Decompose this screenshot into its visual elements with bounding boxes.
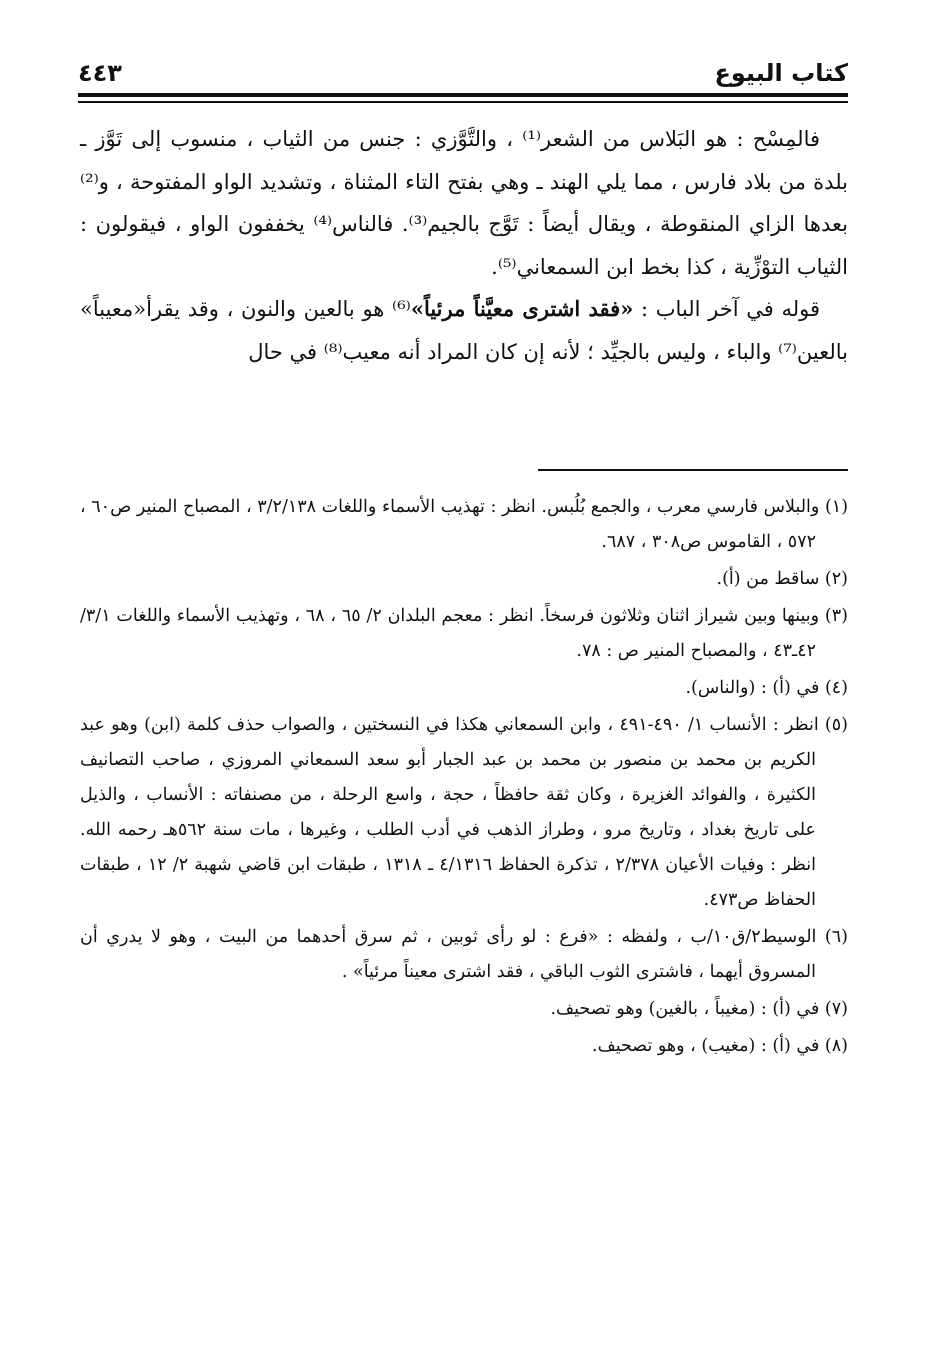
paragraph-2 (80, 288, 848, 373)
footnote-2: (٢) ساقط من (أ). (716, 569, 848, 589)
footnote-1: (١) والبلاس فارسي معرب ، والجمع بُلُبس. انظر : تهذيب الأسماء واللغات ٣/٢/١٣٨ ، المصباح المنير ص٦٠ ، ٥٧٢ ، القاموس ص٣٠٨ ، ٦٨٧. (80, 497, 849, 552)
paragraph-2-lead: قوله في آخر الباب : (633, 297, 821, 321)
footnote-3: (٣) وبينها وبين شيراز اثنان وثلاثون فرسخاً. انظر : معجم البلدان ٢/ ٦٥ ، ٦٨ ، وتهذيب الأسماء واللغات ٣/١/ ٤٢ـ٤٣ ، والمصباح المنير ص : ٧٨. (80, 606, 848, 661)
footnote-5: (٥) انظر : الأنساب ١/ ٤٩٠-٤٩١ ، وابن السمعاني هكذا في النسختين ، والصواب حذف كلمة (ابن) وهو عبد الكريم بن محمد بن منصور بن محمد بن عبد الجبار أبو سعد السمعاني المروزي ، صاحب التصانيف الكثيرة ، والفوائد الغزيرة ، وكان ثقة حافظاً ، حجة ، واسع الرحلة ، من مصنفاته : الأنساب ، والذيل على تاريخ بغداد ، وتاريخ مرو ، وطراز الذهب في أدب الطلب ، وغيرها ، مات سنة ٥٦٢هـ رحمه الله. انظر : وفيات الأعيان ٢/٣٧٨ ، تذكرة الحفاظ ٤/١٣١٦ ـ ١٣١٨ ، طبقات ابن قاضي شهبة ٢/ ١٢ ، طبقات الحفاظ ص٤٧٣. (80, 715, 848, 910)
footnote-6: (٦) الوسيط٢/ق١٠/ب ، ولفظه : «فرع : لو رأى ثوبين ، ثم سرق أحدهما من البيت ، وهو لا يدري أن المسروق أيهما ، فاشترى الثوب الباقي ، فقد اشترى معيناً مرئياً» . (80, 927, 848, 982)
footnote-7: (٧) في (أ) : (مغيباً ، بالغين) وهو تصحيف. (550, 999, 848, 1019)
paragraph-1: فالمِسْح : هو البَلاس من الشعر⁽¹⁾ ، والتَّوَّزي : جنس من الثياب ، منسوب إلى تَوَّز ـ بلدة من بلاد فارس ، مما يلي الهند ـ وهي بفتح التاء المثناة ، وتشديد الواو المفتوحة ، و⁽²⁾ بعدها الزاي المنقوطة ، ويقال أيضاً : تَوَّج بالجيم⁽³⁾. فالناس⁽⁴⁾ يخففون الواو ، فيقولون : الثياب التوْزِّية ، كذا بخط ابن السمعاني⁽⁵⁾. (80, 127, 848, 279)
main-text (80, 118, 848, 373)
quoted-phrase: «فقد اشترى معيَّناً مرئياً» (410, 296, 634, 321)
page-number: ٤٤٣ (78, 59, 122, 87)
paragraph-2-rest: ⁽⁶⁾ هو بالعين والنون ، وقد يقرأ«معيباً» بالعين⁽⁷⁾ والباء ، وليس بالجيِّد ؛ لأنه إن كان المراد أنه معيب⁽⁸⁾ في حال (80, 297, 848, 364)
footnote-separator (538, 469, 848, 471)
footnote-4: (٤) في (أ) : (والناس). (685, 678, 848, 698)
header-rule-thick (78, 93, 848, 97)
chapter-title: كتاب البيوع (714, 59, 848, 87)
header-rule-thin (78, 101, 848, 103)
page-header (78, 56, 848, 88)
footnote-8: (٨) في (أ) : (مغيب) ، وهو تصحيف. (592, 1036, 848, 1056)
footnotes (80, 490, 848, 1066)
